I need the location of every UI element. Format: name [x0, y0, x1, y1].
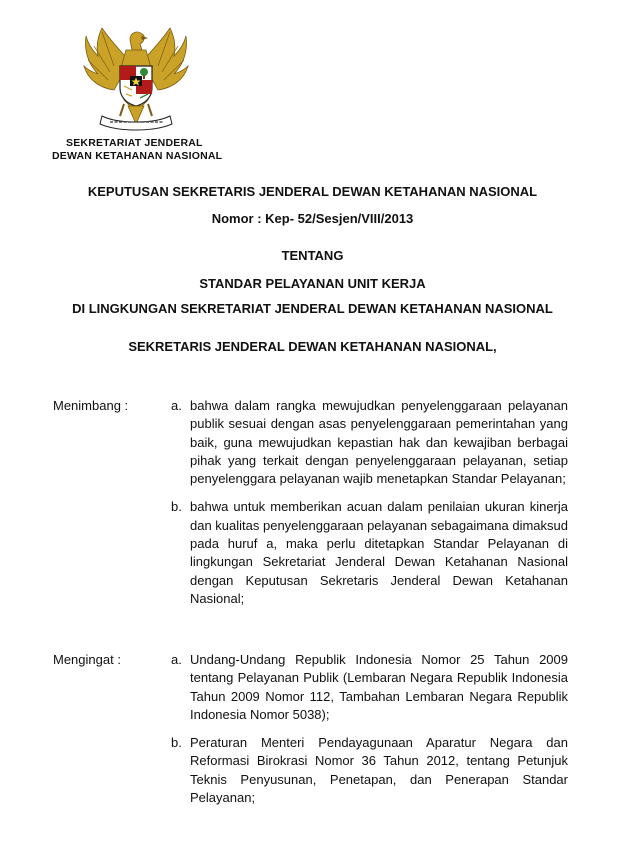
institution-header	[52, 137, 252, 162]
item-text: bahwa untuk memberikan acuan dalam penilaian ukuran kinerja dan kualitas penyelenggaraan pelayanan sebagaimana dimaksud pada huruf a, maka perlu ditetapkan Standar Pelayanan di lingkungan Sekretariat Jenderal Dewan Ketahanan Nasional dengan Keputusan Sekretaris Jenderal Dewan Ketahanan Nasional;	[190, 499, 568, 606]
item-text: Peraturan Menteri Pendayagunaan Aparatur Negara dan Reformasi Birokrasi Nomor 36 Tahun 2012, tentang Petunjuk Teknis Penyusunan, Penetapan, dan Penerapan Standar Pelayanan;	[190, 735, 568, 806]
item-text: bahwa dalam rangka mewujudkan penyelenggaraan pelayanan publik sesuai dengan asas penyelenggaraan pemerintahan yang baik, guna mewujudkan kepastian hak dan kewajiban berbagai pihak yang terkait dengan penyelenggaraan pelayanan, setiap penyelenggara pelayanan wajib menetapkan Standar Pelayanan;	[190, 398, 568, 487]
institution-line-1: SEKRETARIAT JENDERAL	[66, 137, 203, 149]
item-letter: b.	[171, 499, 182, 515]
item-text: Undang-Undang Republik Indonesia Nomor 25 Tahun 2009 tentang Pelayanan Publik (Lembaran Negara Republik Indonesia Tahun 2009 Nomor 112, Tambahan Lembaran Negara Republik Indonesia Nomor 5038);	[190, 652, 568, 722]
menimbang-section	[53, 397, 573, 608]
menimbang-label: Menimbang :	[53, 398, 129, 413]
decree-number: Nomor : Kep- 52/Sesjen/VIII/2013	[211, 211, 414, 226]
tentang-heading: TENTANG	[281, 248, 344, 263]
menimbang-item-a	[171, 397, 573, 488]
item-letter: a.	[171, 398, 182, 413]
subject-line-2: DI LINGKUNGAN SEKRETARIAT JENDERAL DEWAN KETAHANAN NASIONAL	[72, 301, 553, 316]
item-letter: a.	[171, 652, 182, 667]
institution-line-2: DEWAN KETAHANAN NASIONAL	[52, 149, 223, 162]
decree-title: KEPUTUSAN SEKRETARIS JENDERAL DEWAN KETAHANAN NASIONAL	[87, 184, 538, 199]
mengingat-item-b	[171, 734, 573, 807]
subject-line-1: STANDAR PELAYANAN UNIT KERJA	[199, 276, 426, 291]
issuer-line: SEKRETARIS JENDERAL DEWAN KETAHANAN NASIONAL,	[128, 339, 497, 354]
mengingat-item-a	[171, 651, 573, 724]
menimbang-item-b	[171, 498, 573, 608]
item-letter: b.	[171, 735, 182, 751]
mengingat-label: Mengingat :	[53, 652, 121, 667]
garuda-pancasila-emblem-icon	[80, 20, 192, 136]
mengingat-section	[53, 651, 573, 807]
